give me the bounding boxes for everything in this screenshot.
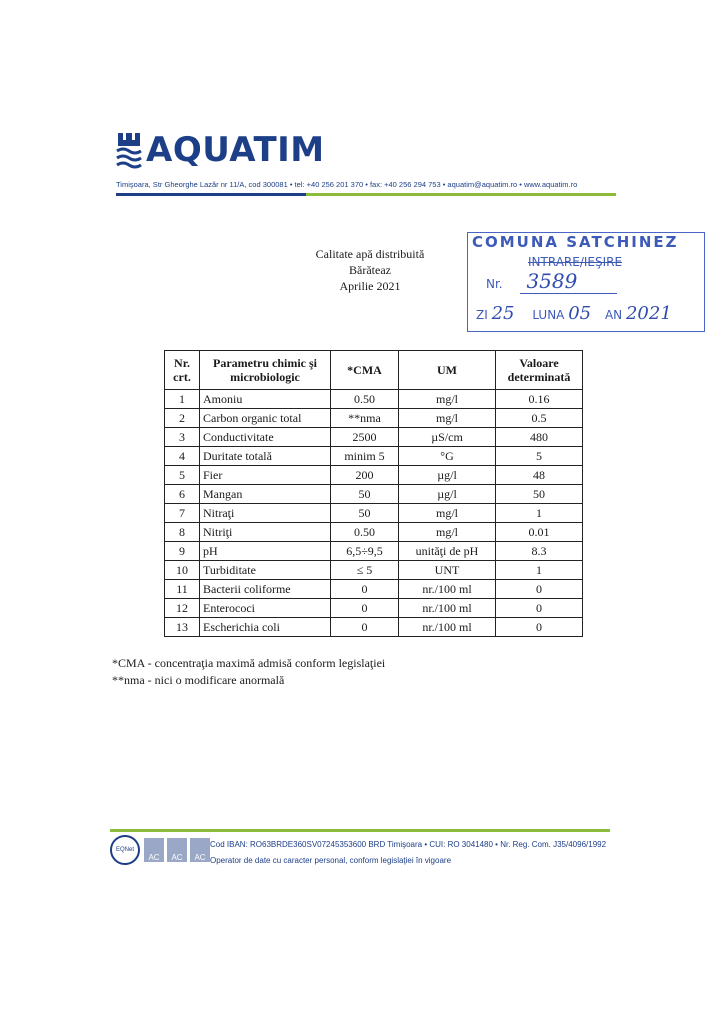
cell-parameter: Mangan bbox=[200, 485, 331, 504]
stamp-luna-label: LUNA bbox=[532, 308, 565, 322]
table-notes bbox=[112, 655, 385, 689]
cell-um: nr./100 ml bbox=[399, 618, 496, 637]
stamp-date-row bbox=[476, 303, 672, 324]
cert-badge-2-label: AC bbox=[171, 853, 183, 862]
cell-nr: 2 bbox=[165, 409, 200, 428]
cell-parameter: Nitriţi bbox=[200, 523, 331, 542]
cell-value: 8.3 bbox=[496, 542, 583, 561]
cell-um: UNT bbox=[399, 561, 496, 580]
cell-um: mg/l bbox=[399, 523, 496, 542]
stamp-nr-value: 3589 bbox=[520, 269, 617, 294]
cell-cma: 50 bbox=[331, 485, 399, 504]
table-row bbox=[165, 542, 583, 561]
cell-parameter: Enterococi bbox=[200, 599, 331, 618]
cell-cma: 0 bbox=[331, 580, 399, 599]
eqnet-logo bbox=[110, 835, 140, 865]
cell-value: 480 bbox=[496, 428, 583, 447]
cell-um: nr./100 ml bbox=[399, 599, 496, 618]
cell-nr: 3 bbox=[165, 428, 200, 447]
stamp-an-value: 2021 bbox=[625, 303, 672, 324]
cell-cma: ≤ 5 bbox=[331, 561, 399, 580]
note-cma: *CMA - concentraţia maximă admisă conform legislaţiei bbox=[112, 656, 386, 670]
title-line-1: Calitate apă distribuită bbox=[315, 247, 425, 261]
table-row bbox=[165, 523, 583, 542]
cell-value: 0.16 bbox=[496, 390, 583, 409]
cell-nr: 6 bbox=[165, 485, 200, 504]
cell-parameter: Amoniu bbox=[200, 390, 331, 409]
cell-nr: 9 bbox=[165, 542, 200, 561]
cell-parameter: Bacterii coliforme bbox=[200, 580, 331, 599]
cell-cma: 200 bbox=[331, 466, 399, 485]
stamp-commune: COMUNA SATCHINEZ bbox=[472, 233, 679, 251]
table-row bbox=[165, 466, 583, 485]
cell-parameter: Carbon organic total bbox=[200, 409, 331, 428]
cell-um: nr./100 ml bbox=[399, 580, 496, 599]
table-header-row bbox=[165, 351, 583, 390]
eqnet-logo-label: EQNet bbox=[115, 847, 134, 853]
document-title bbox=[300, 246, 440, 294]
cell-parameter: Conductivitate bbox=[200, 428, 331, 447]
aquatim-tower-icon bbox=[116, 131, 142, 169]
footer-divider bbox=[110, 829, 610, 832]
table-row bbox=[165, 428, 583, 447]
cert-badge-3-label: AC bbox=[194, 853, 206, 862]
title-line-3: Aprilie 2021 bbox=[339, 279, 401, 293]
table-row bbox=[165, 485, 583, 504]
cell-cma: 0.50 bbox=[331, 523, 399, 542]
table-row bbox=[165, 409, 583, 428]
cert-badge-2 bbox=[167, 838, 187, 862]
cell-value: 0.5 bbox=[496, 409, 583, 428]
cell-cma: minim 5 bbox=[331, 447, 399, 466]
cell-cma: **nma bbox=[331, 409, 399, 428]
cell-um: mg/l bbox=[399, 504, 496, 523]
cell-parameter: Duritate totală bbox=[200, 447, 331, 466]
cell-cma: 0 bbox=[331, 599, 399, 618]
cell-nr: 13 bbox=[165, 618, 200, 637]
table-row bbox=[165, 504, 583, 523]
cell-value: 1 bbox=[496, 561, 583, 580]
table-row bbox=[165, 599, 583, 618]
cell-value: 5 bbox=[496, 447, 583, 466]
table-row bbox=[165, 580, 583, 599]
cell-cma: 50 bbox=[331, 504, 399, 523]
note-nma: **nma - nici o modificare anormală bbox=[112, 673, 285, 687]
cell-nr: 4 bbox=[165, 447, 200, 466]
table-row bbox=[165, 390, 583, 409]
stamp-nr-label: Nr. bbox=[486, 277, 503, 291]
stamp-in-out-label: INTRARE/IEŞIRE bbox=[528, 255, 623, 269]
cell-um: mg/l bbox=[399, 390, 496, 409]
table-row bbox=[165, 447, 583, 466]
cell-um: µg/l bbox=[399, 485, 496, 504]
footer-data-operator: Operator de date cu caracter personal, conform legislaţiei în vigoare bbox=[210, 856, 452, 865]
cell-parameter: Nitraţi bbox=[200, 504, 331, 523]
registration-stamp bbox=[467, 232, 705, 332]
cell-parameter: Turbiditate bbox=[200, 561, 331, 580]
cert-badge-1-label: AC bbox=[148, 853, 160, 862]
cert-badge-1 bbox=[144, 838, 164, 862]
stamp-zi-value: 25 bbox=[491, 303, 515, 324]
cell-cma: 0.50 bbox=[331, 390, 399, 409]
cell-nr: 10 bbox=[165, 561, 200, 580]
cell-value: 0.01 bbox=[496, 523, 583, 542]
cell-nr: 8 bbox=[165, 523, 200, 542]
cell-um: unităţi de pH bbox=[399, 542, 496, 561]
footer-bank-info: Cod IBAN: RO63BRDE360SV07245353600 BRD Timişoara • CUI: RO 3041480 • Nr. Reg. Com. J35/4096/1992 bbox=[210, 840, 607, 849]
cell-cma: 0 bbox=[331, 618, 399, 637]
company-logo bbox=[116, 130, 325, 170]
cell-nr: 11 bbox=[165, 580, 200, 599]
table-body bbox=[165, 390, 583, 637]
header-nr: Nr. crt. bbox=[165, 351, 200, 390]
cell-value: 0 bbox=[496, 618, 583, 637]
cell-um: µS/cm bbox=[399, 428, 496, 447]
header-parameter: Parametru chimic şi microbiologic bbox=[200, 351, 331, 390]
cell-nr: 7 bbox=[165, 504, 200, 523]
cell-nr: 1 bbox=[165, 390, 200, 409]
cell-value: 48 bbox=[496, 466, 583, 485]
cell-parameter: Fier bbox=[200, 466, 331, 485]
header-cma: *CMA bbox=[331, 351, 399, 390]
cell-value: 0 bbox=[496, 599, 583, 618]
cell-um: °G bbox=[399, 447, 496, 466]
stamp-luna-value: 05 bbox=[568, 303, 592, 324]
cert-badge-3 bbox=[190, 838, 210, 862]
stamp-nr-row bbox=[486, 269, 617, 293]
header-value: Valoare determinată bbox=[496, 351, 583, 390]
company-address: Timişoara, Str Gheorghe Lazăr nr 11/A, cod 300081 • tel: +40 256 201 370 • fax: +40 256 294 753 • aquatim@aquatim.ro • www.aquatim.ro bbox=[116, 180, 578, 189]
cell-value: 50 bbox=[496, 485, 583, 504]
cell-um: mg/l bbox=[399, 409, 496, 428]
title-line-2: Bărăteaz bbox=[349, 263, 391, 277]
cell-parameter: pH bbox=[200, 542, 331, 561]
cell-parameter: Escherichia coli bbox=[200, 618, 331, 637]
cell-value: 0 bbox=[496, 580, 583, 599]
cell-cma: 2500 bbox=[331, 428, 399, 447]
brand-name: AQUATIM bbox=[146, 130, 325, 170]
table-row bbox=[165, 618, 583, 637]
stamp-an-label: AN bbox=[604, 308, 623, 322]
quality-parameters-table bbox=[164, 350, 583, 637]
table-row bbox=[165, 561, 583, 580]
cell-um: µg/l bbox=[399, 466, 496, 485]
certification-logos bbox=[110, 835, 210, 865]
header-um: UM bbox=[399, 351, 496, 390]
stamp-in-out bbox=[528, 255, 622, 269]
cell-cma: 6,5÷9,5 bbox=[331, 542, 399, 561]
cell-nr: 12 bbox=[165, 599, 200, 618]
header-divider bbox=[116, 193, 616, 196]
cell-nr: 5 bbox=[165, 466, 200, 485]
cell-value: 1 bbox=[496, 504, 583, 523]
stamp-zi-label: ZI bbox=[476, 308, 488, 322]
